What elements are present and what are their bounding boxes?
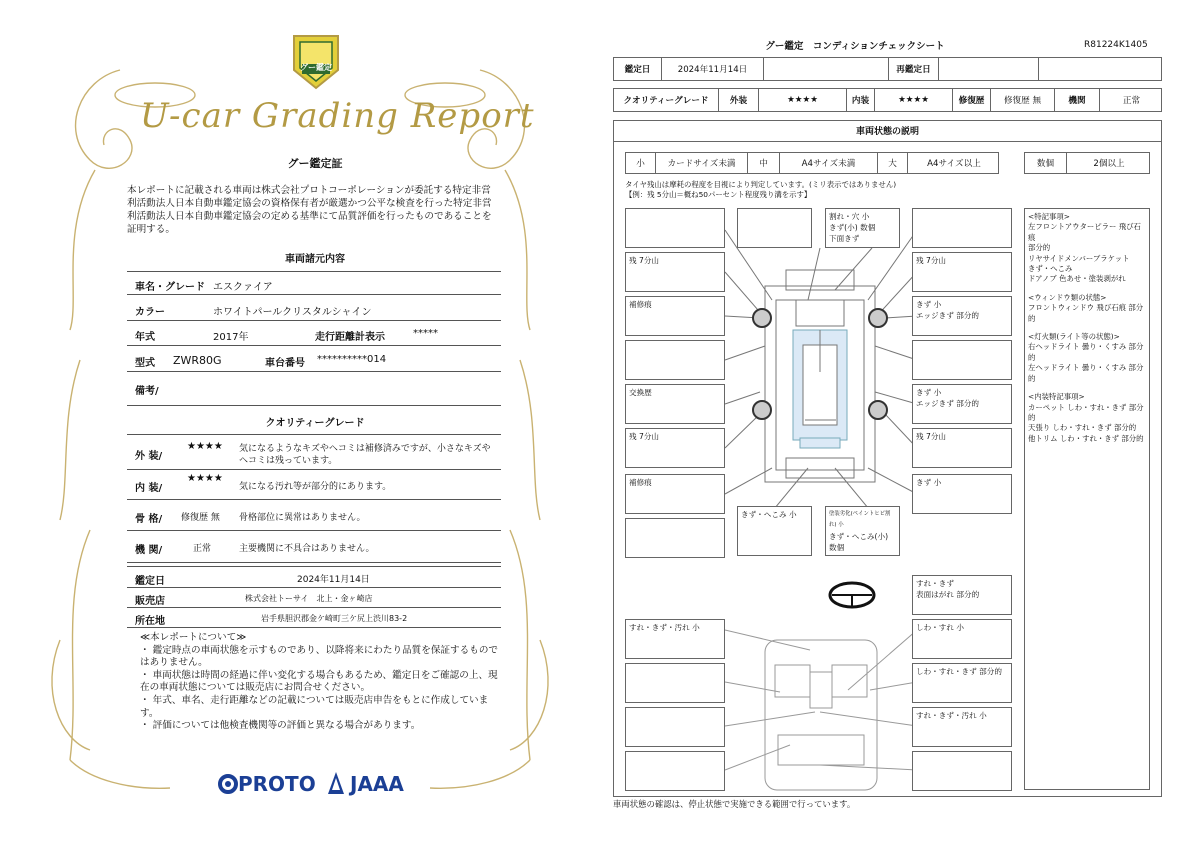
interior-box-left-0 — [625, 619, 725, 659]
damage-text: エッジきず 部分的 — [916, 399, 980, 408]
frame-text: 骨格部位に異常はありません。 — [239, 513, 366, 523]
grade-label: クオリティーグレード — [614, 89, 719, 111]
frame-label: 骨 格/ — [135, 514, 163, 525]
repair-label: 修復歴 — [953, 89, 991, 111]
damage-text: 補修痕 — [629, 300, 652, 309]
note-spacer — [1028, 384, 1146, 392]
remarks-label: 備考/ — [135, 386, 159, 397]
damage-box-roof — [825, 208, 900, 248]
certificate-title: グー鑑定証 — [287, 157, 343, 170]
damage-text: きず 小 — [916, 478, 942, 487]
damage-text: すれ・きず・汚れ 小 — [916, 711, 987, 720]
damage-text: 下面きず — [829, 234, 860, 243]
note-line: 左ヘッドライト 曇り・くすみ 部分的 — [1028, 363, 1144, 383]
spec-row-name — [127, 271, 501, 295]
interior-label: 内 装/ — [135, 483, 163, 494]
damage-box-left-0 — [625, 208, 725, 248]
engine-text: 主要機関に不具合はありません。 — [239, 544, 375, 554]
note-line: フロントウィンドウ 飛び石痕 部分的 — [1028, 303, 1144, 323]
interior-box-left-2 — [625, 707, 725, 747]
note-line: きず・へこみ — [1028, 264, 1073, 274]
damage-text: しわ・すれ 小 — [916, 623, 964, 632]
engine-label: 機 関/ — [135, 545, 163, 556]
date-label: 鑑定日 — [614, 58, 662, 80]
damage-box-right-0 — [912, 208, 1012, 248]
spec-row-year — [127, 322, 501, 346]
damage-box-right-3 — [912, 340, 1012, 380]
note-line: 右ヘッドライト 曇り・くすみ 部分的 — [1028, 342, 1144, 362]
frame-value: 修復歴 無 — [181, 513, 220, 523]
note-line: <特記事項> — [1028, 212, 1070, 221]
date-value: 2024年11月14日 — [662, 58, 764, 80]
spec-title: 車両諸元内容 — [285, 254, 345, 265]
name-label: 車名・グレード — [135, 282, 205, 293]
quality-row-interior — [127, 470, 501, 500]
jaaa-brand: JAAA — [350, 772, 404, 796]
spec-row-remarks — [127, 376, 501, 406]
damage-box-left-4 — [625, 384, 725, 424]
damage-text: 塗装劣化(ペイントヒビ割れ) 小 — [829, 511, 891, 528]
notice-item: ・ 鑑定時点の車両状態を示すものであり、以降将来にわたり品質を保証するものではありません。 — [140, 644, 499, 669]
info-row-address — [127, 608, 501, 628]
interior-stars: ★★★★ — [187, 473, 223, 484]
report-script-title: U-car Grading Report — [140, 96, 535, 136]
note-line: <内装特記事項> — [1028, 392, 1085, 402]
damage-box-left-3 — [625, 340, 725, 380]
certificate-intro: 本レポートに記載される車両は株式会社プロトコーポレーションが委託する特定非営利活動法人日本自動車鑑定協会の資格保有者が厳選かつ公平な検査を行った特定非営利活動法人日本自動車鑑定協会の定める基準にて品質評価を行ったものであることを証明する。 — [127, 185, 492, 235]
proto-logo-icon — [218, 772, 238, 796]
damage-box-right-2 — [912, 296, 1012, 336]
date-value: 2024年11月14日 — [297, 575, 370, 585]
interior-text: 気になる汚れ等が部分的にあります。 — [239, 482, 392, 492]
damage-text: 交換歴 — [629, 388, 652, 397]
tire-note-1: タイヤ残山は摩耗の程度を目視により判定しています。(ミリ表示ではありません) — [625, 180, 897, 189]
damage-text: 残 7分山 — [629, 256, 660, 265]
damage-text: しわ・すれ・きず 部分的 — [916, 667, 1002, 676]
spec-row-model — [127, 348, 501, 372]
condition-check-sheet — [600, 0, 1200, 848]
damage-box-rear-left — [737, 506, 812, 556]
exterior-stars: ★★★★ — [187, 441, 223, 452]
damage-text: きず 小 — [916, 300, 942, 309]
color-value: ホワイトパールクリスタルシャイン — [213, 307, 372, 318]
exterior-text-line2: ヘコミは残っています。 — [239, 456, 338, 466]
note-line: カーペット しわ・すれ・きず 部分的 — [1028, 402, 1144, 422]
mileage-label: 走行距離計表示 — [315, 332, 385, 343]
damage-box-left-6 — [625, 474, 725, 514]
interior-box-right-2 — [912, 707, 1012, 747]
size-small: 小 — [626, 153, 656, 173]
note-line: リヤサイドメンバーブラケット — [1028, 253, 1130, 263]
note-line: ドアノブ 色あせ・塗装剥がれ — [1028, 274, 1126, 284]
color-label: カラー — [135, 307, 165, 318]
damage-text: きず・へこみ 小 — [741, 510, 797, 519]
exterior-label: 外 装/ — [135, 451, 163, 462]
damage-text: 残 7分山 — [916, 432, 947, 441]
int-label: 内装 — [847, 89, 875, 111]
damage-text: きず(小) 数個 — [829, 223, 876, 232]
sheet-footer: 車両状態の確認は、停止状態で実施できる範囲で行っています。 — [613, 799, 856, 809]
date-label: 鑑定日 — [135, 576, 165, 587]
note-line: <ウィンドウ類の状態> — [1028, 292, 1107, 302]
damage-box-right-6 — [912, 474, 1012, 514]
model-label: 型式 — [135, 358, 155, 369]
damage-box-right-5 — [912, 428, 1012, 468]
damage-box-right-4 — [912, 384, 1012, 424]
damage-box-left-2 — [625, 296, 725, 336]
notice-title: ≪本レポートについて≫ — [140, 632, 247, 643]
note-line: <灯火類(ライト等の状態)> — [1028, 332, 1120, 342]
quality-title: クオリティーグレード — [265, 418, 365, 429]
address-value: 岩手県胆沢郡金ケ崎町三ケ尻上渋川83-2 — [261, 614, 408, 623]
engine-label: 機関 — [1055, 89, 1100, 111]
damage-box-steering — [912, 575, 1012, 615]
note-line: 天張り しわ・すれ・きず 部分的 — [1028, 423, 1137, 433]
size-large: 大 — [878, 153, 908, 173]
note-line: 部分的 — [1028, 243, 1051, 253]
size-medium-desc: A4サイズ未満 — [780, 153, 878, 173]
year-label: 年式 — [135, 332, 155, 343]
interior-box-left-3 — [625, 751, 725, 791]
note-spacer — [1028, 285, 1146, 293]
damage-text: 残 7分山 — [629, 432, 660, 441]
damage-text: すれ・きず・汚れ 小 — [629, 623, 700, 632]
address-label: 所在地 — [135, 616, 165, 627]
mileage-value: ***** — [413, 328, 438, 339]
exterior-text-line1: 気になるようなキズやヘコミは補修済みですが、小さなキズや — [239, 444, 491, 454]
damage-text: きず 小 — [916, 388, 942, 397]
year-value: 2017年 — [213, 332, 249, 343]
notes-list — [1028, 212, 1146, 444]
quality-row-exterior — [127, 434, 501, 470]
interior-box-right-0 — [912, 619, 1012, 659]
damage-text: 補修痕 — [629, 478, 652, 487]
notice-item: ・ 年式、車名、走行距離などの記載については販売店申告をもとに作成しています。 — [140, 694, 489, 719]
damage-box-top-left — [737, 208, 812, 248]
damage-box-left-1 — [625, 252, 725, 292]
notice-item: ・ 車両状態は時間の経過に伴い変化する場合もあるため、鑑定日をご確認の上、現在の車両状態については販売店にお問合せください。 — [140, 669, 498, 694]
damage-text: すれ・きず — [916, 579, 954, 588]
ext-label: 外装 — [719, 89, 759, 111]
notice-item: ・ 評価については他検査機関等の評価と異なる場合があります。 — [140, 720, 421, 732]
ext-value: ★★★★ — [759, 89, 847, 111]
damage-box-left-7 — [625, 518, 725, 558]
damage-box-rear — [825, 506, 900, 556]
engine-value: 正常 — [193, 544, 212, 554]
report-notice — [140, 632, 500, 733]
size-small-desc: カードサイズ未満 — [656, 153, 748, 173]
size-large-desc: A4サイズ以上 — [927, 159, 981, 169]
int-value: ★★★★ — [875, 89, 953, 111]
redate-label: 再鑑定日 — [889, 58, 939, 80]
repair-value: 修復歴 無 — [991, 89, 1055, 111]
count-label: 数個 — [1025, 153, 1067, 173]
damage-box-right-1 — [912, 252, 1012, 292]
name-value: エスクァイア — [213, 282, 273, 293]
tire-note-2: 【例：残 5分山＝概ね50パーセント程度残り溝を示す】 — [625, 190, 812, 199]
jaaa-logo-icon — [326, 770, 346, 796]
spec-row-color — [127, 297, 501, 321]
info-row-date — [127, 566, 501, 588]
interior-box-left-1 — [625, 663, 725, 703]
engine-value: 正常 — [1122, 96, 1141, 106]
proto-brand: PROTO — [238, 772, 316, 796]
chassis-value: **********014 — [317, 354, 387, 365]
note-spacer — [1028, 324, 1146, 332]
sheet-title: グー鑑定 コンディションチェックシート — [765, 41, 945, 52]
chassis-label: 車台番号 — [265, 358, 305, 369]
quality-row-engine — [127, 531, 501, 563]
damage-text: 割れ・穴 小 — [829, 212, 870, 221]
quality-row-frame — [127, 500, 501, 531]
size-medium: 中 — [748, 153, 780, 173]
damage-text: きず・へこみ(小) 数個 — [829, 532, 889, 552]
note-line: 他トリム しわ・すれ・きず 部分的 — [1028, 433, 1144, 443]
shop-label: 販売店 — [135, 596, 165, 607]
interior-box-right-1 — [912, 663, 1012, 703]
explain-title: 車両状態の説明 — [613, 120, 1162, 142]
count-value: 2個以上 — [1093, 159, 1125, 169]
damage-text: エッジきず 部分的 — [916, 311, 980, 320]
note-line: 左フロントアウターピラー 飛び石痕 — [1028, 222, 1141, 242]
shop-value: 株式会社トーサイ 北上・金ヶ崎店 — [245, 594, 373, 603]
damage-box-left-5 — [625, 428, 725, 468]
notes-panel — [1024, 208, 1150, 790]
sheet-id: R81224K1405 — [1084, 40, 1148, 50]
info-row-shop — [127, 588, 501, 608]
logo-text: グー鑑定 — [300, 63, 332, 72]
damage-text: 残 7分山 — [916, 256, 947, 265]
model-value: ZWR80G — [173, 354, 222, 367]
damage-text: 表面はがれ 部分的 — [916, 590, 980, 599]
interior-box-right-3 — [912, 751, 1012, 791]
